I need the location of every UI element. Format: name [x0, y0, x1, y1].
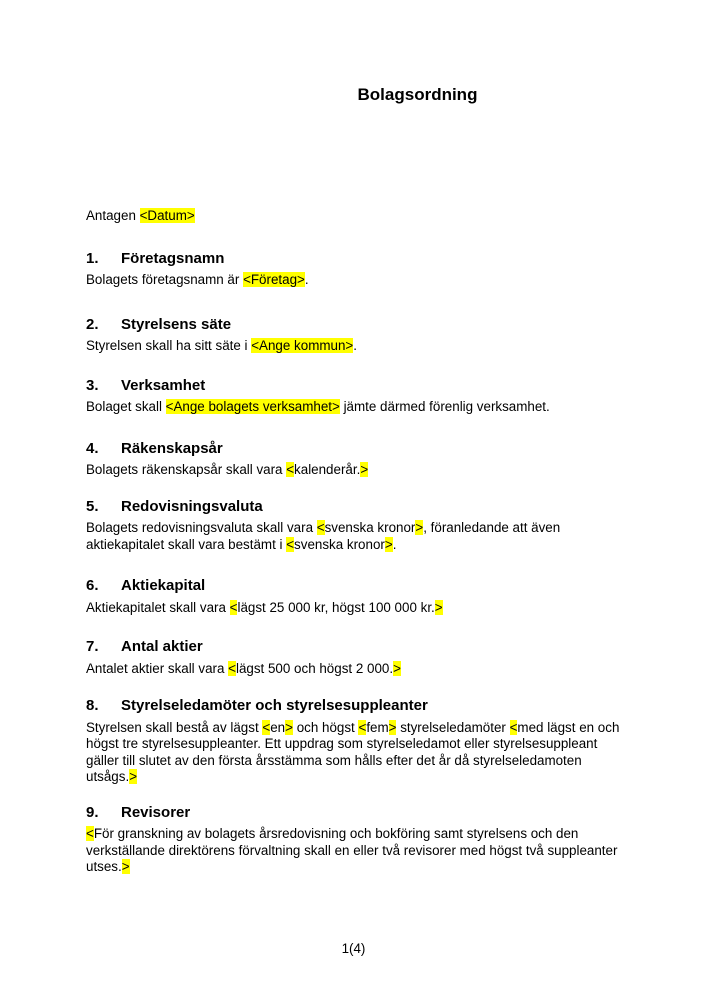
section-title: Revisorer: [121, 803, 191, 821]
section-body: [86, 399, 623, 416]
text-run: lägst 25 000 kr, högst 100 000 kr.: [237, 599, 435, 615]
section-body: [86, 826, 623, 876]
text-run: Antalet aktier skall vara: [86, 660, 229, 676]
section-body: [86, 520, 623, 553]
text-run: Bolaget skall: [86, 399, 166, 414]
placeholder-highlight: <: [86, 826, 94, 841]
section-title: Antal aktier: [121, 638, 203, 655]
section-heading: [86, 697, 623, 715]
section-number: 9.: [86, 803, 99, 821]
text-run: För granskning av bolagets årsredovisning och bokföring samt styrelsens och den verkställande direktörens förvaltning skall en eller två revisorer med högst två suppleanter utses.: [86, 826, 618, 874]
section-heading: [86, 638, 623, 656]
placeholder-highlight: <: [358, 719, 367, 735]
text-run: svenska kronor: [294, 536, 385, 552]
section-heading: [86, 440, 623, 458]
section-body: [86, 600, 623, 617]
section-antal-aktier: [86, 638, 623, 677]
section-number: 1.: [86, 249, 99, 267]
text-run: .: [353, 338, 357, 353]
section-styrelseledamoter: [86, 697, 623, 786]
placeholder-highlight: <: [286, 462, 295, 477]
text-run: Aktiekapitalet skall vara: [86, 599, 230, 615]
section-number: 3.: [86, 376, 99, 394]
text-run: Antagen: [86, 208, 140, 223]
placeholder-highlight: <: [262, 719, 271, 735]
placeholder-highlight: <Ange kommun>: [251, 338, 354, 353]
section-styrelsens-sate: [86, 316, 623, 355]
section-title: Räkenskapsår: [121, 439, 223, 457]
placeholder-highlight: <Företag>: [243, 272, 305, 287]
placeholder-highlight: <: [228, 660, 236, 676]
text-run: Styrelsen skall bestå av lägst: [86, 719, 263, 735]
placeholder-highlight: >: [393, 660, 401, 676]
section-heading: [86, 498, 623, 516]
placeholder-highlight: <: [509, 719, 518, 735]
text-run: och högst: [292, 719, 359, 735]
text-run: Bolagets företagsnamn är: [86, 272, 244, 287]
section-rakenskapsar: [86, 440, 623, 479]
section-heading: [86, 377, 623, 395]
text-run: kalenderår.: [294, 462, 361, 477]
text-run: lägst 500 och högst 2 000.: [235, 660, 394, 676]
placeholder-highlight: <Ange bolagets verksamhet>: [165, 399, 340, 414]
section-title: Redovisningsvaluta: [121, 497, 263, 515]
section-body: [86, 338, 623, 355]
section-verksamhet: [86, 377, 623, 416]
section-number: 6.: [86, 577, 99, 594]
section-heading: [86, 316, 623, 334]
text-run: styrelseledamöter: [396, 719, 510, 735]
section-heading: [86, 577, 623, 595]
section-foretagsnamn: [86, 250, 623, 289]
section-body: [86, 272, 623, 289]
placeholder-highlight: >: [285, 719, 293, 735]
placeholder-highlight: >: [360, 462, 369, 477]
text-run: med lägst en och högst tre styrelsesuppleanter. Ett uppdrag som styrelseledamot eller styrelsesuppleant gäller till slutet av den första årsstämma som hålls efter det år då styrelseledamoten utsågs.: [86, 719, 620, 784]
text-run: svenska kronor: [324, 520, 416, 535]
section-heading: [86, 804, 623, 822]
placeholder-highlight: >: [388, 719, 397, 735]
section-heading: [86, 250, 623, 268]
section-body: [86, 661, 623, 678]
section-number: 5.: [86, 497, 99, 515]
text-run: en: [270, 719, 286, 735]
text-run: jämte därmed förenlig verksamhet.: [339, 399, 550, 414]
placeholder-highlight: <: [229, 599, 238, 615]
section-title: Verksamhet: [121, 376, 206, 394]
text-run: .: [392, 536, 397, 552]
section-aktiekapital: [86, 577, 623, 616]
page-number: 1(4): [341, 941, 366, 956]
placeholder-highlight: <: [286, 536, 295, 552]
placeholder-highlight: >: [129, 769, 138, 784]
text-run: Bolagets räkenskapsår skall vara: [86, 462, 287, 477]
text-run: , föranledande att även aktiekapitalet skall vara bestämt i: [86, 520, 561, 552]
placeholder-highlight: >: [121, 859, 130, 874]
document-title: Bolagsordning: [357, 85, 478, 104]
section-body: [86, 720, 623, 786]
text-run: Bolagets redovisningsvaluta skall vara: [86, 520, 317, 535]
placeholder-highlight: >: [434, 599, 443, 615]
text-run: .: [304, 272, 309, 287]
text-run: Styrelsen skall ha sitt säte i: [86, 338, 252, 353]
placeholder-highlight: <: [316, 520, 325, 535]
section-title: Företagsnamn: [121, 249, 225, 267]
section-revisorer: [86, 804, 623, 876]
section-title: Styrelseledamöter och styrelsesuppleanter: [121, 697, 428, 714]
text-run: fem: [366, 719, 389, 735]
section-number: 2.: [86, 315, 99, 333]
placeholder-highlight: <Datum>: [139, 208, 195, 223]
section-title: Styrelsens säte: [121, 315, 232, 333]
section-number: 8.: [86, 697, 99, 714]
adoption-date-line: [86, 208, 623, 225]
section-number: 7.: [86, 638, 99, 655]
section-title: Aktiekapital: [121, 577, 206, 594]
placeholder-highlight: >: [384, 536, 393, 552]
section-redovisningsvaluta: [86, 498, 623, 554]
section-number: 4.: [86, 439, 99, 457]
placeholder-highlight: >: [415, 520, 424, 535]
section-body: [86, 462, 623, 479]
